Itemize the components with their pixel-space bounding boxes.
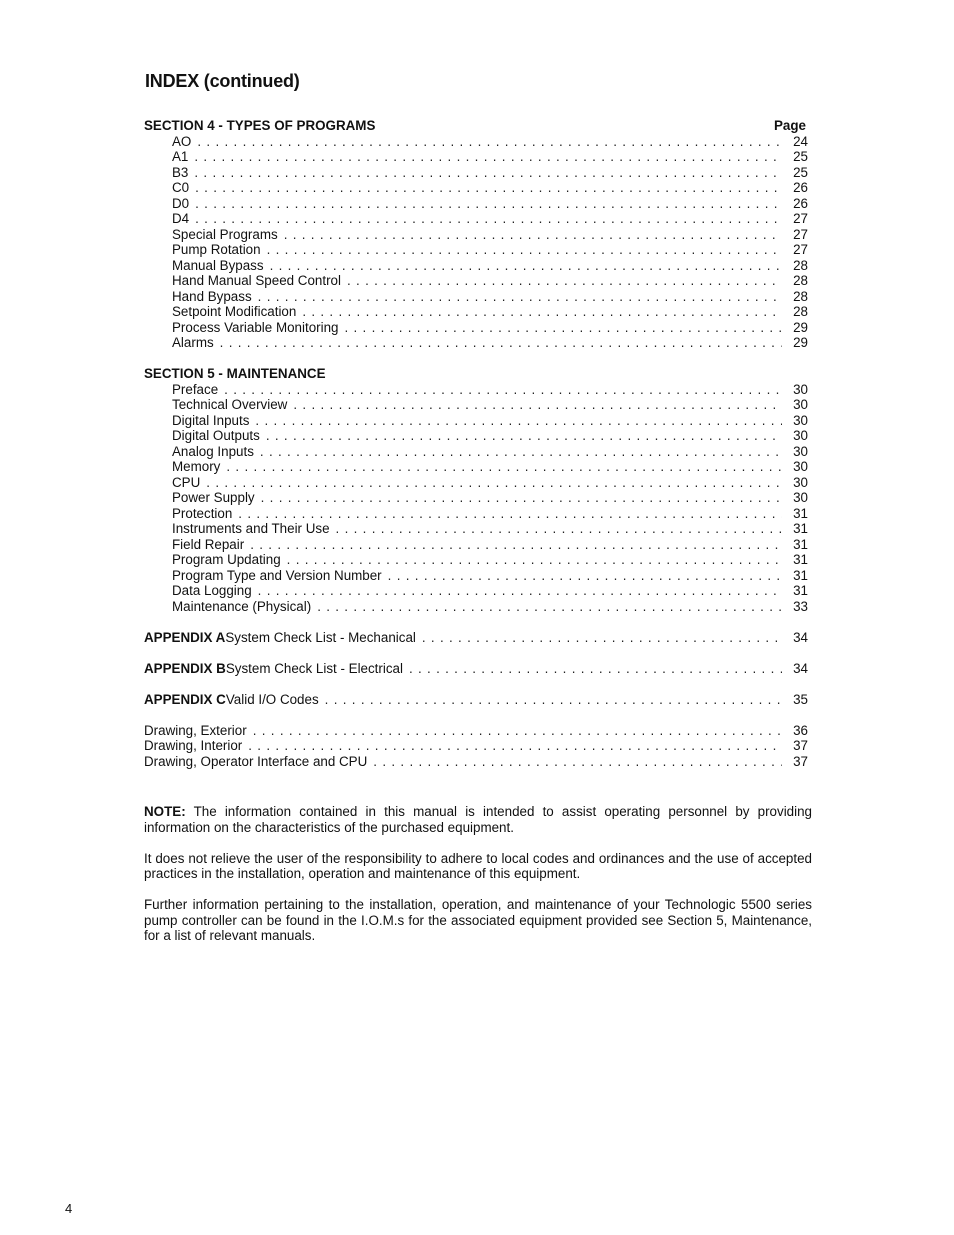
entry-label: Hand Manual Speed Control — [172, 273, 341, 288]
appendix-list — [144, 614, 808, 707]
entry-label: Maintenance (Physical) — [172, 598, 312, 614]
toc-entry — [144, 490, 808, 506]
entry-label: Setpoint Modification — [172, 304, 297, 319]
section-5-list — [144, 382, 808, 615]
drawing-entry — [144, 754, 808, 770]
entry-label: Memory — [172, 459, 221, 474]
section-5-heading-row — [144, 366, 808, 382]
entry-page: 30 — [793, 381, 808, 397]
toc-entry — [144, 211, 808, 227]
entry-label: Drawing, Operator Interface and CPU — [144, 753, 368, 769]
entry-label: C0 — [172, 180, 190, 195]
toc-entry — [144, 180, 808, 196]
entry-page: 26 — [793, 195, 808, 211]
appendix-entry — [144, 630, 808, 646]
section-4-heading: SECTION 4 - TYPES OF PROGRAMS — [144, 118, 376, 133]
entry-page: 31 — [793, 567, 808, 583]
toc-entry — [144, 335, 808, 351]
dot-leader — [220, 335, 782, 351]
toc-entry — [144, 568, 808, 584]
entry-page: 30 — [793, 412, 808, 428]
drawing-list — [144, 723, 808, 770]
entry-label: A1 — [172, 149, 189, 164]
section-4-heading-row — [144, 118, 808, 134]
entry-label: B3 — [172, 164, 189, 180]
toc-entry — [144, 196, 808, 212]
dot-leader — [293, 397, 782, 413]
entry-label: CPU — [172, 474, 201, 490]
entry-page: 30 — [793, 474, 808, 490]
note-lead: NOTE: — [144, 804, 186, 819]
dot-leader — [347, 273, 782, 289]
entry-page: 29 — [793, 319, 808, 335]
entry-label: Field Repair — [172, 536, 245, 552]
dot-leader — [255, 413, 782, 429]
entry-page: 35 — [793, 691, 808, 707]
further-info-paragraph: Further information pertaining to the installation, operation, and maintenance of your Technologic 5500 series pump controller can be found in the I.O.M.s for the associated equipment provided see Section 5, Maintenance, for a list of relevant manuals. — [144, 897, 812, 943]
entry-label: Digital Inputs — [172, 412, 250, 428]
toc-entry — [144, 552, 808, 568]
entry-label: D0 — [172, 195, 190, 211]
entry-label: Alarms — [172, 335, 214, 350]
toc-entry — [144, 165, 808, 181]
entry-label: Program Updating — [172, 552, 281, 567]
entry-label: Analog Inputs — [172, 443, 254, 459]
toc-entry — [144, 149, 808, 165]
entry-label: Instruments and Their Use — [172, 521, 330, 536]
entry-page: 31 — [793, 536, 808, 552]
entry-page: 25 — [793, 164, 808, 180]
section-5-heading: SECTION 5 - MAINTENANCE — [144, 366, 326, 381]
dot-leader — [267, 242, 782, 258]
toc-entry — [144, 273, 808, 289]
section-4-list — [144, 134, 808, 351]
appendix-entry — [144, 692, 808, 708]
toc-entry — [144, 320, 808, 336]
dot-leader — [344, 320, 782, 336]
entry-label: Pump Rotation — [172, 242, 261, 257]
dot-leader — [226, 459, 782, 475]
dot-leader — [422, 630, 782, 646]
note-text: The information contained in this manual is intended to assist operating personnel by providing information on the characteristics of the purchased equipment. — [144, 804, 812, 835]
entry-label: Manual Bypass — [172, 257, 264, 273]
toc-entry — [144, 413, 808, 429]
page-column-header: Page — [773, 118, 806, 133]
entry-page: 31 — [793, 552, 808, 567]
dot-leader — [302, 304, 782, 320]
entry-label: System Check List - Mechanical — [225, 629, 416, 645]
dot-leader — [258, 583, 782, 599]
dot-leader — [250, 537, 782, 553]
toc-entry — [144, 382, 808, 398]
entry-label: D4 — [172, 211, 190, 226]
dot-leader — [270, 258, 782, 274]
entry-label: Valid I/O Codes — [225, 691, 319, 707]
entry-page: 27 — [793, 226, 808, 242]
entry-page: 31 — [793, 583, 808, 598]
toc-entry — [144, 397, 808, 413]
entry-page: 30 — [793, 428, 808, 443]
toc-entry — [144, 289, 808, 305]
entry-page: 31 — [793, 521, 808, 536]
entry-label: Technical Overview — [172, 397, 288, 412]
entry-page: 33 — [793, 598, 808, 614]
entry-label: Protection — [172, 505, 233, 521]
dot-leader — [261, 490, 782, 506]
entry-label: Hand Bypass — [172, 288, 252, 304]
dot-leader — [238, 506, 782, 522]
appendix-entry — [144, 661, 808, 677]
entry-page: 28 — [793, 273, 808, 288]
dot-leader — [248, 738, 782, 754]
entry-label: Program Type and Version Number — [172, 567, 382, 583]
entry-page: 31 — [793, 505, 808, 521]
dot-leader — [373, 754, 782, 770]
toc-entry — [144, 428, 808, 444]
dot-leader — [258, 289, 782, 305]
entry-page: 28 — [793, 304, 808, 319]
toc-entry — [144, 537, 808, 553]
drawing-entry — [144, 723, 808, 739]
toc-entry — [144, 304, 808, 320]
toc-entry — [144, 599, 808, 615]
responsibility-paragraph: It does not relieve the user of the responsibility to adhere to local codes and ordinances and the use of accepted practices in the installation, operation and maintenance of this equipment. — [144, 850, 812, 881]
dot-leader — [409, 661, 782, 677]
entry-label: Digital Outputs — [172, 428, 260, 443]
entry-label: AO — [172, 133, 192, 149]
entry-page: 37 — [793, 738, 808, 753]
entry-page: 34 — [793, 660, 808, 676]
dot-leader — [194, 165, 782, 181]
entry-page: 30 — [793, 397, 808, 412]
toc-entry — [144, 475, 808, 491]
dot-leader — [206, 475, 782, 491]
dot-leader — [194, 149, 782, 165]
table-of-contents — [144, 118, 808, 769]
dot-leader — [224, 382, 782, 398]
toc-entry — [144, 506, 808, 522]
toc-entry — [144, 134, 808, 150]
toc-entry — [144, 227, 808, 243]
entry-page: 27 — [793, 211, 808, 226]
toc-entry — [144, 583, 808, 599]
notes — [144, 804, 812, 959]
toc-entry — [144, 521, 808, 537]
entry-label: Process Variable Monitoring — [172, 319, 339, 335]
dot-leader — [253, 723, 782, 739]
entry-label: Preface — [172, 381, 219, 397]
toc-entry — [144, 459, 808, 475]
page-number: 4 — [65, 1201, 73, 1216]
entry-page: 30 — [793, 490, 808, 505]
appendix-code: APPENDIX C — [144, 691, 226, 707]
dot-leader — [317, 599, 782, 615]
entry-label: Special Programs — [172, 226, 278, 242]
dot-leader — [287, 552, 782, 568]
dot-leader — [197, 134, 782, 150]
toc-entry — [144, 242, 808, 258]
entry-page: 28 — [793, 288, 808, 304]
entry-page: 37 — [793, 753, 808, 769]
entry-label: Data Logging — [172, 583, 252, 598]
dot-leader — [260, 444, 782, 460]
entry-page: 28 — [793, 257, 808, 273]
dot-leader — [388, 568, 782, 584]
dot-leader — [195, 196, 782, 212]
entry-label: Drawing, Interior — [144, 738, 243, 753]
entry-page: 26 — [793, 180, 808, 195]
drawing-entry — [144, 738, 808, 754]
dot-leader — [195, 180, 782, 196]
entry-page: 25 — [793, 149, 808, 164]
entry-page: 27 — [793, 242, 808, 257]
page-title: INDEX (continued) — [145, 71, 300, 91]
entry-page: 29 — [793, 335, 808, 350]
entry-label: System Check List - Electrical — [225, 660, 403, 676]
dot-leader — [266, 428, 782, 444]
entry-label: Power Supply — [172, 490, 255, 505]
dot-leader — [195, 211, 782, 227]
appendix-code: APPENDIX B — [144, 660, 226, 676]
appendix-code: APPENDIX A — [144, 629, 226, 645]
entry-page: 30 — [793, 459, 808, 474]
entry-page: 34 — [793, 629, 808, 645]
entry-page: 24 — [793, 133, 808, 149]
dot-leader — [284, 227, 782, 243]
dot-leader — [325, 692, 782, 708]
entry-page: 30 — [793, 443, 808, 459]
entry-label: Drawing, Exterior — [144, 722, 247, 738]
entry-page: 36 — [793, 722, 808, 738]
toc-entry — [144, 444, 808, 460]
dot-leader — [336, 521, 782, 537]
note-paragraph — [144, 804, 812, 835]
toc-entry — [144, 258, 808, 274]
